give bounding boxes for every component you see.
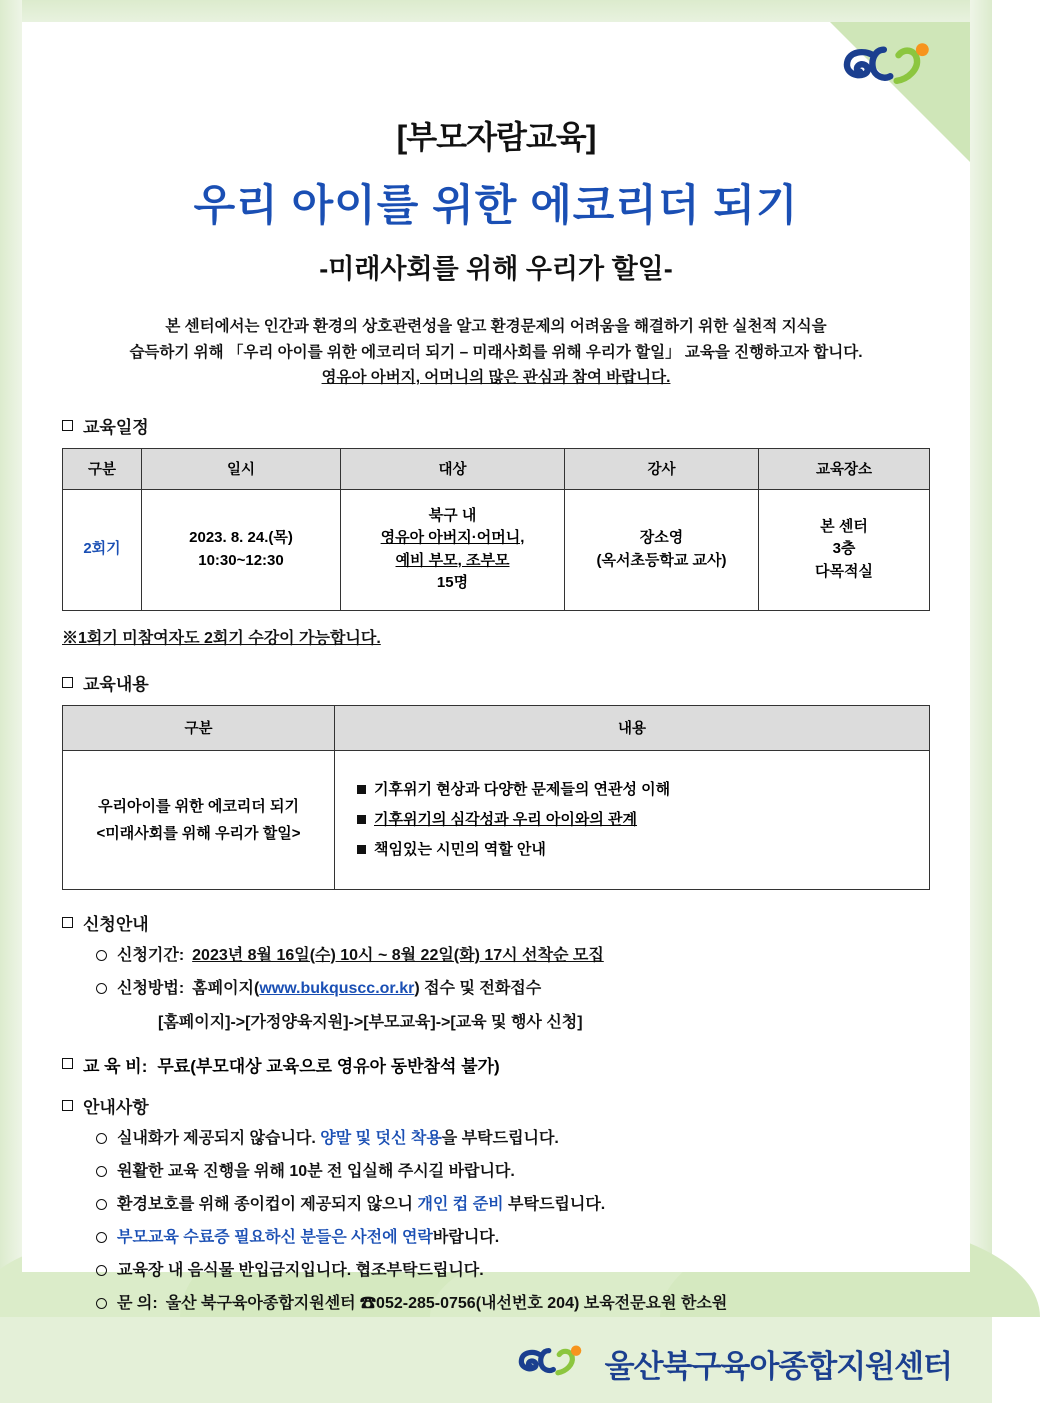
curriculum-table (62, 705, 930, 890)
notice-2-plain1: 원활한 교육 진행을 위해 10분 전 입실해 주시길 바랍니다. (117, 1162, 515, 1180)
fee-row (62, 1052, 930, 1077)
col-target: 대상 (341, 448, 565, 489)
intro-line-3: 영유아 아버지, 어머니의 많은 관심과 참여 바랍니다. (321, 369, 671, 387)
square-bullet-icon (357, 845, 366, 854)
square-bullet-icon (62, 1058, 73, 1069)
square-bullet-icon (62, 1100, 73, 1111)
list-item (96, 1127, 930, 1151)
curriculum-item-3: 책임있는 시민의 역할 안내 (374, 840, 546, 858)
list-item (357, 775, 921, 805)
center-logo-icon (515, 1337, 593, 1389)
cell-course-contents (335, 750, 930, 889)
instructor-line-1: 장소영 (639, 529, 684, 547)
list-item (96, 1193, 930, 1217)
circle-bullet-icon (96, 1265, 107, 1276)
table-header-row (63, 448, 930, 489)
circle-bullet-icon (96, 1133, 107, 1144)
square-bullet-icon (62, 677, 73, 688)
notice-3-plain2: 부탁드립니다. (503, 1195, 606, 1213)
target-line-2: 영유아 아버지·어머니, (380, 529, 525, 547)
table-row (63, 489, 930, 610)
notice-1-plain2: 을 부탁드립니다. (441, 1129, 559, 1147)
intro-paragraph (62, 314, 930, 391)
homepage-link[interactable]: www.bukquscc.or.kr (259, 979, 415, 997)
footer-logo-block (515, 1337, 952, 1389)
apply-method-prefix: 홈페이지( (192, 979, 260, 997)
apply-method-suffix: ) 접수 및 전화접수 (414, 979, 542, 997)
schedule-note: ※1회기 미참여자도 2회기 수강이 가능합니다. (62, 629, 381, 647)
cell-place (759, 489, 930, 610)
footer-org-name: 울산북구육아종합지원센터 (604, 1348, 952, 1384)
schedule-heading-label: 교육일정 (83, 417, 149, 437)
list-item (96, 1226, 930, 1250)
apply-list (62, 944, 930, 1032)
target-line-4: 15명 (436, 574, 469, 592)
apply-period-label: 신청기간: (117, 946, 185, 964)
col-instructor: 강사 (565, 448, 759, 489)
datetime-line-1: 2023. 8. 24.(목) (189, 529, 293, 547)
target-line-1: 북구 내 (428, 506, 477, 524)
target-line-3: 예비 부모, 조부모 (395, 551, 510, 569)
section-heading-schedule (62, 413, 930, 438)
section-heading-curriculum (62, 670, 930, 695)
frame-top-decoration (0, 0, 992, 22)
intro-line-1: 본 센터에서는 인간과 환경의 상호관련성을 알고 환경문제의 어려움을 해결하기 위한 실천적 지식을 (165, 318, 827, 335)
intro-line-2: 습득하기 위해 「우리 아이를 위한 에코리더 되기 – 미래사회를 위해 우리가 할일」 교육을 진행하고자 합니다. (129, 343, 863, 361)
list-item (96, 1160, 930, 1184)
cell-datetime (142, 489, 341, 610)
cell-target (341, 489, 565, 610)
apply-period-value: 2023년 8월 16일(수) 10시 ~ 8월 22일(화) 17시 선착순 모집 (192, 946, 604, 964)
notice-1-plain1: 실내화가 제공되지 않습니다. (117, 1129, 321, 1147)
section-heading-apply (62, 910, 930, 935)
poster-content (22, 112, 970, 1316)
square-bullet-icon (62, 420, 73, 431)
curriculum-item-2: 기후위기의 심각성과 우리 아이와의 관계 (374, 810, 638, 828)
square-bullet-icon (357, 785, 366, 794)
col-place: 교육장소 (759, 448, 930, 489)
fee-value: 무료(부모대상 교육으로 영유아 동반참석 불가) (157, 1056, 500, 1076)
circle-bullet-icon (96, 1166, 107, 1177)
table-header-row (63, 705, 930, 750)
list-item (357, 805, 921, 835)
circle-bullet-icon (96, 1298, 107, 1309)
poster-sheet (22, 22, 970, 1312)
contact-value: 울산 북구육아종합지원센터 ☎052-285-0756(내선번호 204) 보육전문요원 한소원 (165, 1294, 728, 1312)
datetime-line-2: 10:30~12:30 (198, 551, 284, 569)
frame-right-decoration (970, 0, 992, 1403)
course-name-line-1: 우리아이를 위한 에코리더 되기 (98, 797, 299, 815)
notice-4-plain2: 바랍니다. (432, 1228, 500, 1246)
page-title: 우리 아이를 위한 에코리더 되기 (193, 182, 799, 230)
col-division: 구분 (63, 705, 335, 750)
notice-1-highlight: 양말 및 덧신 착용 (320, 1129, 442, 1147)
curriculum-heading-label: 교육내용 (83, 674, 149, 694)
instructor-line-2: (옥서초등학교 교사) (596, 551, 727, 569)
circle-bullet-icon (96, 1232, 107, 1243)
curriculum-item-1: 기후위기 현상과 다양한 문제들의 연관성 이해 (374, 780, 671, 798)
col-division: 구분 (63, 448, 142, 489)
col-datetime: 일시 (142, 448, 341, 489)
course-name-line-2: <미래사회를 위해 우리가 할일> (96, 824, 301, 842)
circle-bullet-icon (96, 950, 107, 961)
fee-label: 교 육 비: (83, 1056, 148, 1076)
place-line-2: 3층 (832, 540, 856, 558)
title-subtitle: -미래사회를 위해 우리가 할일- (319, 254, 673, 284)
notice-4-highlight: 부모교육 수료증 필요하신 분들은 사전에 연락 (117, 1228, 433, 1246)
notice-5-plain1: 교육장 내 음식물 반입금지입니다. 협조부탁드립니다. (117, 1261, 484, 1279)
place-line-3: 다목적실 (815, 562, 873, 580)
frame-left-decoration (0, 0, 22, 1403)
list-item (357, 835, 921, 865)
contact-label: 문 의: (117, 1294, 158, 1312)
apply-heading-label: 신청안내 (83, 914, 149, 934)
center-logo-icon (838, 38, 948, 98)
cell-instructor (565, 489, 759, 610)
title-bracket: [부모자람교육] (396, 119, 596, 155)
square-bullet-icon (62, 917, 73, 928)
circle-bullet-icon (96, 1199, 107, 1210)
square-bullet-icon (357, 815, 366, 824)
list-item-contact (96, 1292, 930, 1316)
list-item-apply-period (96, 944, 930, 968)
circle-bullet-icon (96, 983, 107, 994)
notice-list (62, 1127, 930, 1316)
list-item (96, 1259, 930, 1283)
col-contents: 내용 (335, 705, 930, 750)
apply-method-path: [홈페이지]->[가정양육지원]->[부모교육]->[교육 및 행사 신청] (158, 1013, 583, 1031)
apply-method-label: 신청방법: (117, 979, 185, 997)
list-item-apply-method (96, 977, 930, 1001)
notice-heading-label: 안내사항 (83, 1097, 149, 1117)
place-line-1: 본 센터 (820, 517, 868, 535)
notice-3-highlight: 개인 컵 준비 (417, 1195, 504, 1213)
table-row (63, 750, 930, 889)
schedule-table (62, 448, 930, 611)
cell-course-name (63, 750, 335, 889)
cell-round (63, 489, 142, 610)
round-label: 2회기 (83, 540, 121, 558)
notice-3-plain1: 환경보호를 위해 종이컵이 제공되지 않으니 (117, 1195, 418, 1213)
section-heading-notice (62, 1093, 930, 1118)
